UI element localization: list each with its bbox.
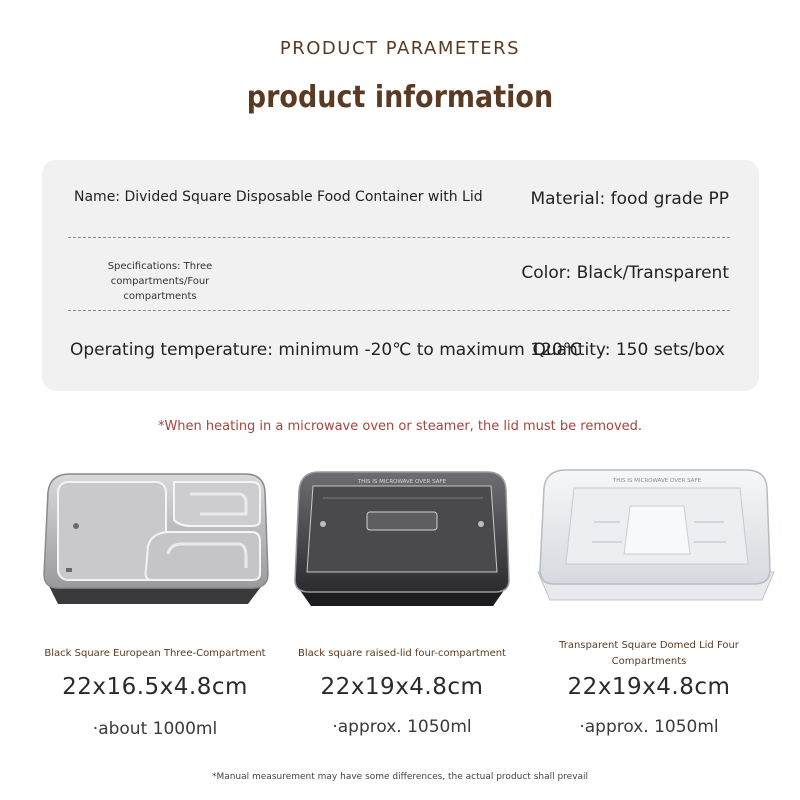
product-name-line-2: Compartments bbox=[611, 656, 687, 667]
page-title: product information bbox=[246, 80, 554, 115]
divider-2 bbox=[68, 310, 730, 311]
product-card-black-four-compartment bbox=[287, 462, 517, 737]
specifications-line-1: Specifications: Three compartments/Four bbox=[107, 261, 213, 287]
product-name bbox=[534, 638, 764, 670]
param-name: Name: Divided Square Disposable Food Container with Lid bbox=[74, 189, 483, 205]
product-size: 22x19x4.8cm bbox=[567, 674, 731, 700]
parameters-panel bbox=[42, 160, 759, 391]
measurement-footnote: *Manual measurement may have some differences, the actual product shall prevail bbox=[211, 772, 589, 782]
transparent-four-compartment-container-image bbox=[534, 462, 780, 612]
param-quantity: Quantity: 150 sets/box bbox=[532, 340, 725, 360]
eyebrow-heading: PRODUCT PARAMETERS bbox=[279, 38, 521, 59]
divider-1 bbox=[68, 237, 730, 238]
param-temperature: Operating temperature: minimum -20℃ to maximum 120℃ bbox=[70, 340, 582, 360]
product-name-line-1: Transparent Square Domed Lid Four bbox=[559, 640, 739, 651]
product-size: 22x16.5x4.8cm bbox=[62, 674, 248, 700]
param-color: Color: Black/Transparent bbox=[521, 263, 729, 283]
product-volume: ·approx. 1050ml bbox=[579, 717, 719, 737]
param-specifications bbox=[70, 259, 250, 304]
microwave-notice: *When heating in a microwave oven or steamer, the lid must be removed. bbox=[157, 419, 643, 434]
black-lid-embossed-text: THIS IS MICROWAVE OVER SAFE bbox=[357, 479, 447, 485]
black-four-compartment-container-image bbox=[287, 462, 517, 612]
product-name: Black Square European Three-Compartment bbox=[44, 648, 266, 659]
product-size: 22x19x4.8cm bbox=[320, 674, 484, 700]
product-name: Black square raised-lid four-compartment bbox=[298, 648, 506, 659]
product-volume: ·about 1000ml bbox=[92, 719, 218, 739]
product-volume: ·approx. 1050ml bbox=[332, 717, 472, 737]
specifications-line-2: compartments bbox=[123, 291, 197, 302]
three-compartment-container-image bbox=[40, 462, 270, 612]
clear-lid-embossed-text: THIS IS MICROWAVE OVER SAFE bbox=[612, 478, 702, 484]
product-card-transparent-four-compartment bbox=[534, 462, 764, 737]
product-card-three-compartment bbox=[40, 462, 270, 739]
param-material: Material: food grade PP bbox=[530, 189, 729, 209]
